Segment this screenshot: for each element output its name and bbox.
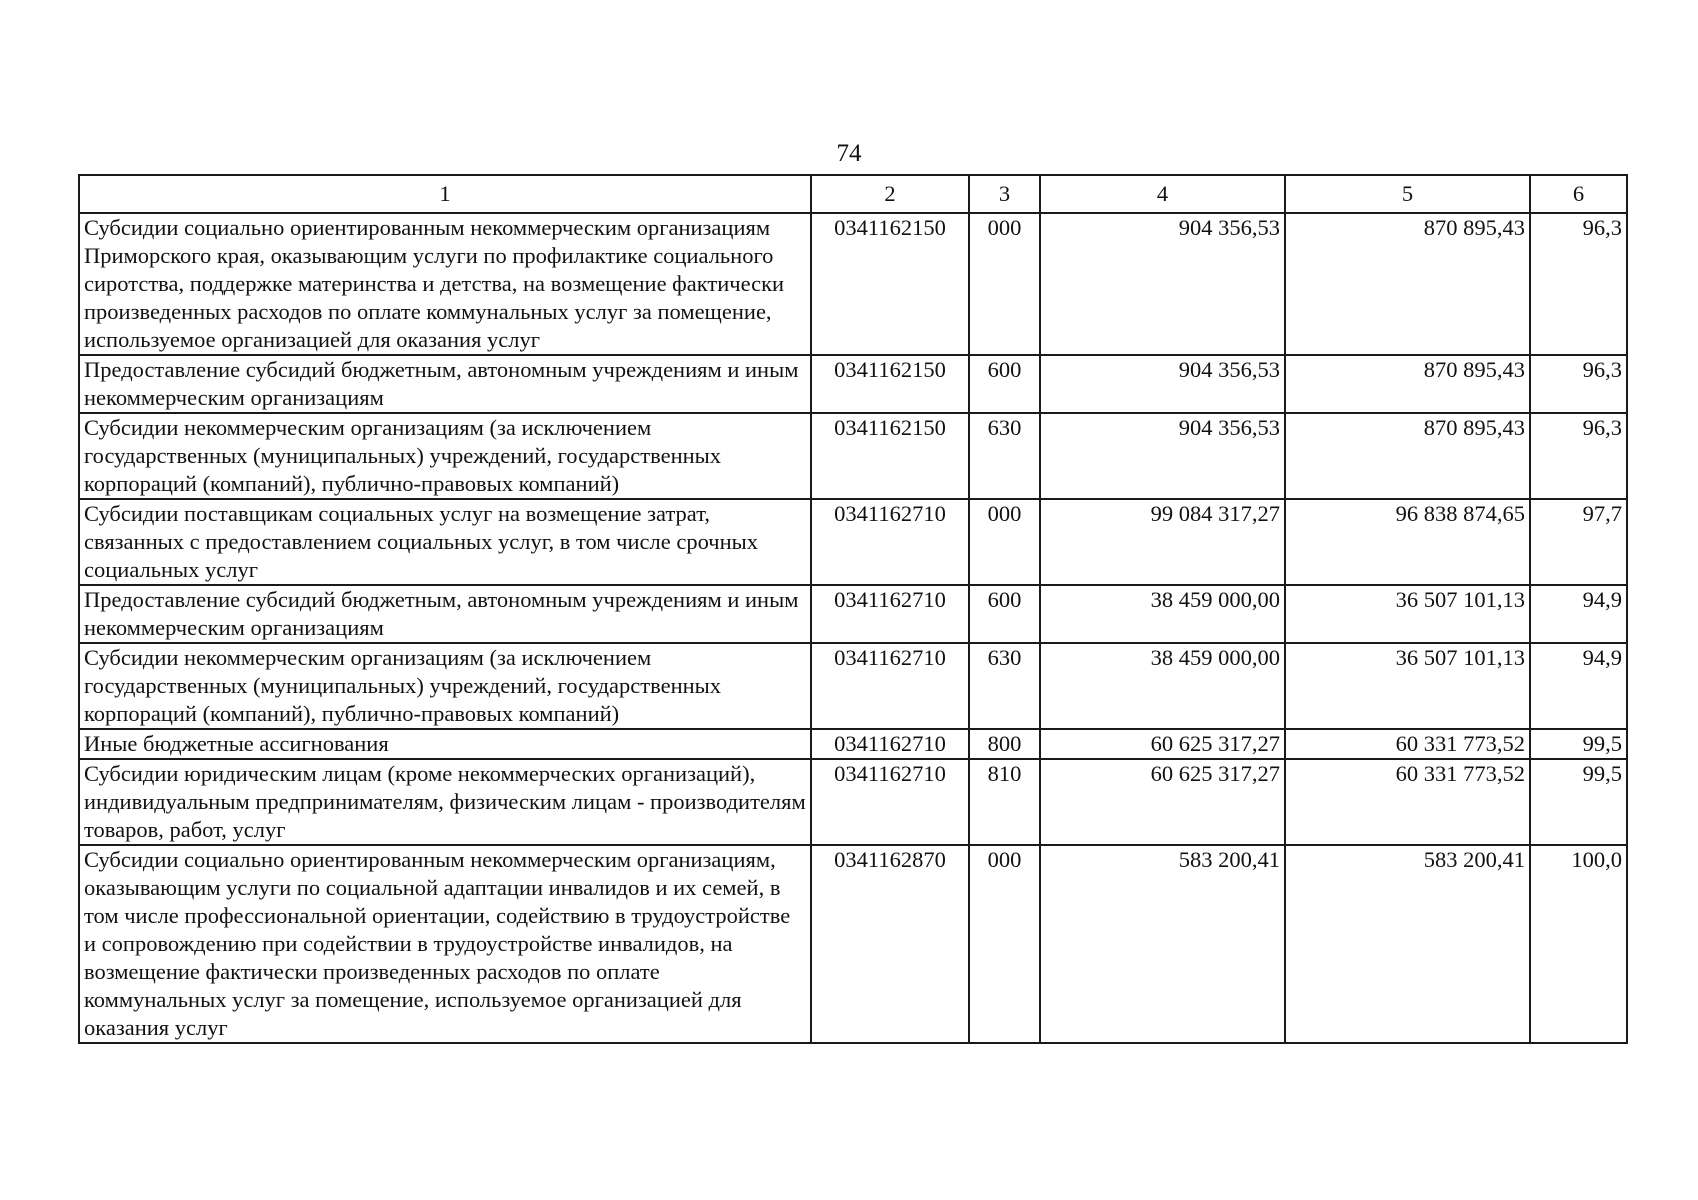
column-header: 4 [1040, 175, 1285, 213]
table-row [79, 213, 1627, 355]
page-number: 74 [836, 140, 862, 167]
row-fact-cell: 36 507 101,13 [1285, 643, 1530, 729]
column-header: 2 [811, 175, 969, 213]
row-fact-cell: 96 838 874,65 [1285, 499, 1530, 585]
row-kind-cell: 810 [969, 759, 1040, 845]
row-plan-cell: 583 200,41 [1040, 845, 1285, 1043]
header-row [79, 175, 1627, 213]
row-kind-cell: 600 [969, 585, 1040, 643]
row-kind-cell: 630 [969, 643, 1040, 729]
row-code-cell: 0341162150 [811, 413, 969, 499]
row-code-cell: 0341162710 [811, 643, 969, 729]
row-code-cell: 0341162150 [811, 213, 969, 355]
row-fact-cell: 870 895,43 [1285, 355, 1530, 413]
row-code-cell: 0341162710 [811, 759, 969, 845]
row-code-cell: 0341162710 [811, 585, 969, 643]
row-percent-cell: 94,9 [1530, 643, 1627, 729]
row-fact-cell: 870 895,43 [1285, 413, 1530, 499]
row-kind-cell: 630 [969, 413, 1040, 499]
row-name-cell: Субсидии некоммерческим организациям (за исключением государственных (муниципальных) учреждений, государственных корпораций (компаний), публично-правовых компаний) [79, 413, 811, 499]
row-plan-cell: 38 459 000,00 [1040, 585, 1285, 643]
table-row [79, 759, 1627, 845]
row-percent-cell: 96,3 [1530, 355, 1627, 413]
row-fact-cell: 60 331 773,52 [1285, 729, 1530, 759]
table-row [79, 643, 1627, 729]
row-name-cell: Иные бюджетные ассигнования [79, 729, 811, 759]
row-name-cell: Предоставление субсидий бюджетным, автономным учреждениям и иным некоммерческим организациям [79, 355, 811, 413]
row-plan-cell: 60 625 317,27 [1040, 759, 1285, 845]
row-kind-cell: 600 [969, 355, 1040, 413]
row-code-cell: 0341162710 [811, 729, 969, 759]
row-percent-cell: 100,0 [1530, 845, 1627, 1043]
column-header: 3 [969, 175, 1040, 213]
table-row [79, 585, 1627, 643]
table-row [79, 355, 1627, 413]
row-name-cell: Субсидии поставщикам социальных услуг на возмещение затрат, связанных с предоставлением социальных услуг, в том числе срочных социальных услуг [79, 499, 811, 585]
table-row [79, 845, 1627, 1043]
column-header: 1 [79, 175, 811, 213]
row-percent-cell: 99,5 [1530, 729, 1627, 759]
row-fact-cell: 36 507 101,13 [1285, 585, 1530, 643]
row-kind-cell: 000 [969, 499, 1040, 585]
row-plan-cell: 904 356,53 [1040, 413, 1285, 499]
column-header: 6 [1530, 175, 1627, 213]
row-percent-cell: 97,7 [1530, 499, 1627, 585]
row-percent-cell: 96,3 [1530, 413, 1627, 499]
row-plan-cell: 904 356,53 [1040, 213, 1285, 355]
row-name-cell: Субсидии социально ориентированным некоммерческим организациям Приморского края, оказывающим услуги по профилактике социального сиротства, поддержке материнства и детства, на возмещение фактически произведенных расходов по оплате коммунальных услуг за помещение, используемое организацией для оказания услуг [79, 213, 811, 355]
row-fact-cell: 60 331 773,52 [1285, 759, 1530, 845]
row-code-cell: 0341162150 [811, 355, 969, 413]
row-fact-cell: 870 895,43 [1285, 213, 1530, 355]
row-name-cell: Предоставление субсидий бюджетным, автономным учреждениям и иным некоммерческим организациям [79, 585, 811, 643]
table-row [79, 413, 1627, 499]
row-name-cell: Субсидии социально ориентированным некоммерческим организациям, оказывающим услуги по социальной адаптации инвалидов и их семей, в том числе профессиональной ориентации, содействию в трудоустройстве и сопровождению при содействии в трудоустройстве инвалидов, на возмещение фактически произведенных расходов по оплате коммунальных услуг за помещение, используемое организацией для оказания услуг [79, 845, 811, 1043]
row-code-cell: 0341162870 [811, 845, 969, 1043]
table-row [79, 499, 1627, 585]
row-fact-cell: 583 200,41 [1285, 845, 1530, 1043]
row-percent-cell: 96,3 [1530, 213, 1627, 355]
row-percent-cell: 94,9 [1530, 585, 1627, 643]
row-name-cell: Субсидии некоммерческим организациям (за исключением государственных (муниципальных) учреждений, государственных корпораций (компаний), публично-правовых компаний) [79, 643, 811, 729]
row-kind-cell: 000 [969, 845, 1040, 1043]
row-kind-cell: 000 [969, 213, 1040, 355]
budget-table [78, 174, 1628, 1044]
row-percent-cell: 99,5 [1530, 759, 1627, 845]
row-kind-cell: 800 [969, 729, 1040, 759]
column-header: 5 [1285, 175, 1530, 213]
row-plan-cell: 38 459 000,00 [1040, 643, 1285, 729]
row-plan-cell: 99 084 317,27 [1040, 499, 1285, 585]
row-plan-cell: 904 356,53 [1040, 355, 1285, 413]
table-row [79, 729, 1627, 759]
row-name-cell: Субсидии юридическим лицам (кроме некоммерческих организаций), индивидуальным предпринимателям, физическим лицам - производителям товаров, работ, услуг [79, 759, 811, 845]
row-plan-cell: 60 625 317,27 [1040, 729, 1285, 759]
row-code-cell: 0341162710 [811, 499, 969, 585]
